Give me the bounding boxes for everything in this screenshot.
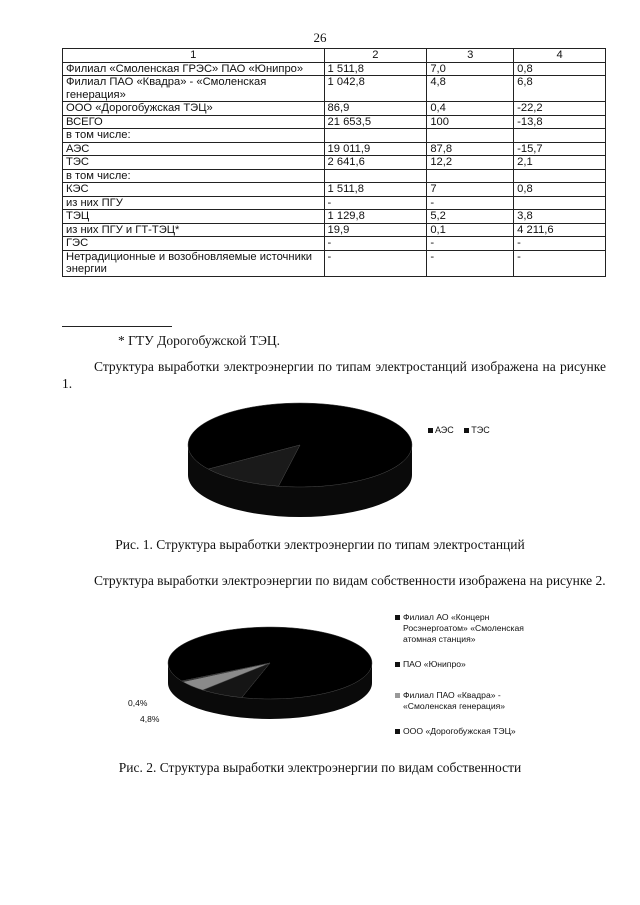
- table-row: [63, 156, 606, 170]
- table-row: [63, 115, 606, 129]
- table-cell: 87,8: [427, 142, 514, 156]
- table-cell: 1 511,8: [324, 62, 427, 76]
- table-cell: -: [324, 250, 427, 276]
- data-label-0-4: 0,4%: [128, 698, 148, 708]
- electricity-table: [62, 48, 606, 277]
- legend-swatch: [395, 662, 400, 667]
- table-cell: -: [514, 237, 606, 251]
- figure2-caption: Рис. 2. Структура выработки электроэнергии по видам собственности: [118, 760, 522, 775]
- table-cell: 5,2: [427, 210, 514, 224]
- table-cell: 1 042,8: [324, 76, 427, 102]
- table-cell: 1 129,8: [324, 210, 427, 224]
- pie-chart-1-legend: [428, 425, 498, 435]
- table-header-row: [63, 49, 606, 63]
- table-cell: [324, 169, 427, 183]
- table-header-cell: 1: [63, 49, 325, 63]
- table-cell: 0,8: [514, 62, 606, 76]
- table-cell: -: [324, 196, 427, 210]
- table-cell: из них ПГУ и ГТ-ТЭЦ*: [63, 223, 325, 237]
- table-row: [63, 237, 606, 251]
- legend-label: ООО «Дорогобужская ТЭЦ»: [403, 726, 516, 736]
- legend-label: ПАО «Юнипро»: [403, 659, 466, 669]
- table-cell: -15,7: [514, 142, 606, 156]
- table-row: [63, 102, 606, 116]
- table-cell: -: [324, 237, 427, 251]
- data-label-4-8: 4,8%: [140, 714, 160, 724]
- footnote: * ГТУ Дорогобужской ТЭЦ.: [118, 333, 281, 348]
- table-cell: [324, 129, 427, 143]
- table-cell: 12,2: [427, 156, 514, 170]
- table-cell: -: [427, 250, 514, 276]
- table-cell: Филиал ПАО «Квадра» - «Смоленская генерация»: [63, 76, 325, 102]
- legend-label: АЭС: [435, 425, 454, 435]
- table-cell: 0,1: [427, 223, 514, 237]
- pie-chart-2: [160, 618, 390, 728]
- table-cell: 1 511,8: [324, 183, 427, 197]
- table-cell: 86,9: [324, 102, 427, 116]
- footnote-divider: [62, 326, 172, 327]
- table-row: [63, 129, 606, 143]
- table-row: [63, 183, 606, 197]
- table-cell: -: [514, 250, 606, 276]
- table-cell: 2 641,6: [324, 156, 427, 170]
- table-row: [63, 196, 606, 210]
- table-cell: 7,0: [427, 62, 514, 76]
- legend-item-kvadra: [395, 690, 555, 712]
- table-cell: 0,8: [514, 183, 606, 197]
- legend-item-unipro: [395, 659, 555, 670]
- table-cell: 6,8: [514, 76, 606, 102]
- table-cell: в том числе:: [63, 129, 325, 143]
- table-cell: [427, 169, 514, 183]
- legend-label: ТЭС: [471, 425, 490, 435]
- table-cell: [427, 129, 514, 143]
- pie-chart-1: [180, 395, 420, 525]
- table-cell: ТЭС: [63, 156, 325, 170]
- page-number: 26: [313, 30, 327, 45]
- table-cell: [514, 129, 606, 143]
- table-cell: в том числе:: [63, 169, 325, 183]
- legend-item-dorogobuzh: [395, 726, 555, 737]
- legend-swatch: [395, 693, 400, 698]
- table-cell: 19 011,9: [324, 142, 427, 156]
- table-cell: ТЭЦ: [63, 210, 325, 224]
- table-body: [63, 62, 606, 276]
- table-row: [63, 169, 606, 183]
- legend-swatch: [428, 428, 433, 433]
- table-header-cell: 3: [427, 49, 514, 63]
- table-cell: 2,1: [514, 156, 606, 170]
- table-row: [63, 142, 606, 156]
- legend-item-smolensk-npp: [395, 612, 555, 645]
- legend-item-tes: [464, 425, 493, 435]
- table-cell: -13,8: [514, 115, 606, 129]
- table-row: [63, 62, 606, 76]
- table-cell: 7: [427, 183, 514, 197]
- table-cell: [514, 196, 606, 210]
- table-cell: Нетрадиционные и возобновляемые источники энергии: [63, 250, 325, 276]
- table-cell: АЭС: [63, 142, 325, 156]
- table-cell: 3,8: [514, 210, 606, 224]
- table-cell: -: [427, 196, 514, 210]
- table-cell: 4,8: [427, 76, 514, 102]
- table-cell: -: [427, 237, 514, 251]
- paragraph-figure1-intro: Структура выработки электроэнергии по типам электростанций изображена на рисунке 1.: [62, 359, 606, 391]
- table-row: [63, 250, 606, 276]
- legend-swatch: [464, 428, 469, 433]
- legend-label: Филиал ПАО «Квадра» - «Смоленская генерация»: [403, 690, 506, 711]
- table-cell: 21 653,5: [324, 115, 427, 129]
- table-cell: КЭС: [63, 183, 325, 197]
- legend-swatch: [395, 729, 400, 734]
- table-row: [63, 223, 606, 237]
- table-cell: из них ПГУ: [63, 196, 325, 210]
- table-cell: 19,9: [324, 223, 427, 237]
- table-cell: 4 211,6: [514, 223, 606, 237]
- legend-swatch: [395, 615, 400, 620]
- figure1-caption: Рис. 1. Структура выработки электроэнергии по типам электростанций: [115, 537, 525, 552]
- table-cell: ВСЕГО: [63, 115, 325, 129]
- table-header-cell: 4: [514, 49, 606, 63]
- paragraph-figure2-intro: Структура выработки электроэнергии по видам собственности изображена на рисунке 2.: [94, 573, 606, 588]
- table-cell: 100: [427, 115, 514, 129]
- pie-chart-2-legend: [395, 612, 555, 751]
- table-cell: Филиал «Смоленская ГРЭС» ПАО «Юнипро»: [63, 62, 325, 76]
- table-header-cell: 2: [324, 49, 427, 63]
- table-cell: -22,2: [514, 102, 606, 116]
- table-row: [63, 210, 606, 224]
- table-row: [63, 76, 606, 102]
- legend-label: Филиал АО «Концерн Росэнергоатом» «Смоленская атомная станция»: [403, 612, 524, 644]
- table-cell: 0,4: [427, 102, 514, 116]
- table-cell: [514, 169, 606, 183]
- table-cell: ООО «Дорогобужская ТЭЦ»: [63, 102, 325, 116]
- legend-item-aes: [428, 425, 458, 435]
- table-cell: ГЭС: [63, 237, 325, 251]
